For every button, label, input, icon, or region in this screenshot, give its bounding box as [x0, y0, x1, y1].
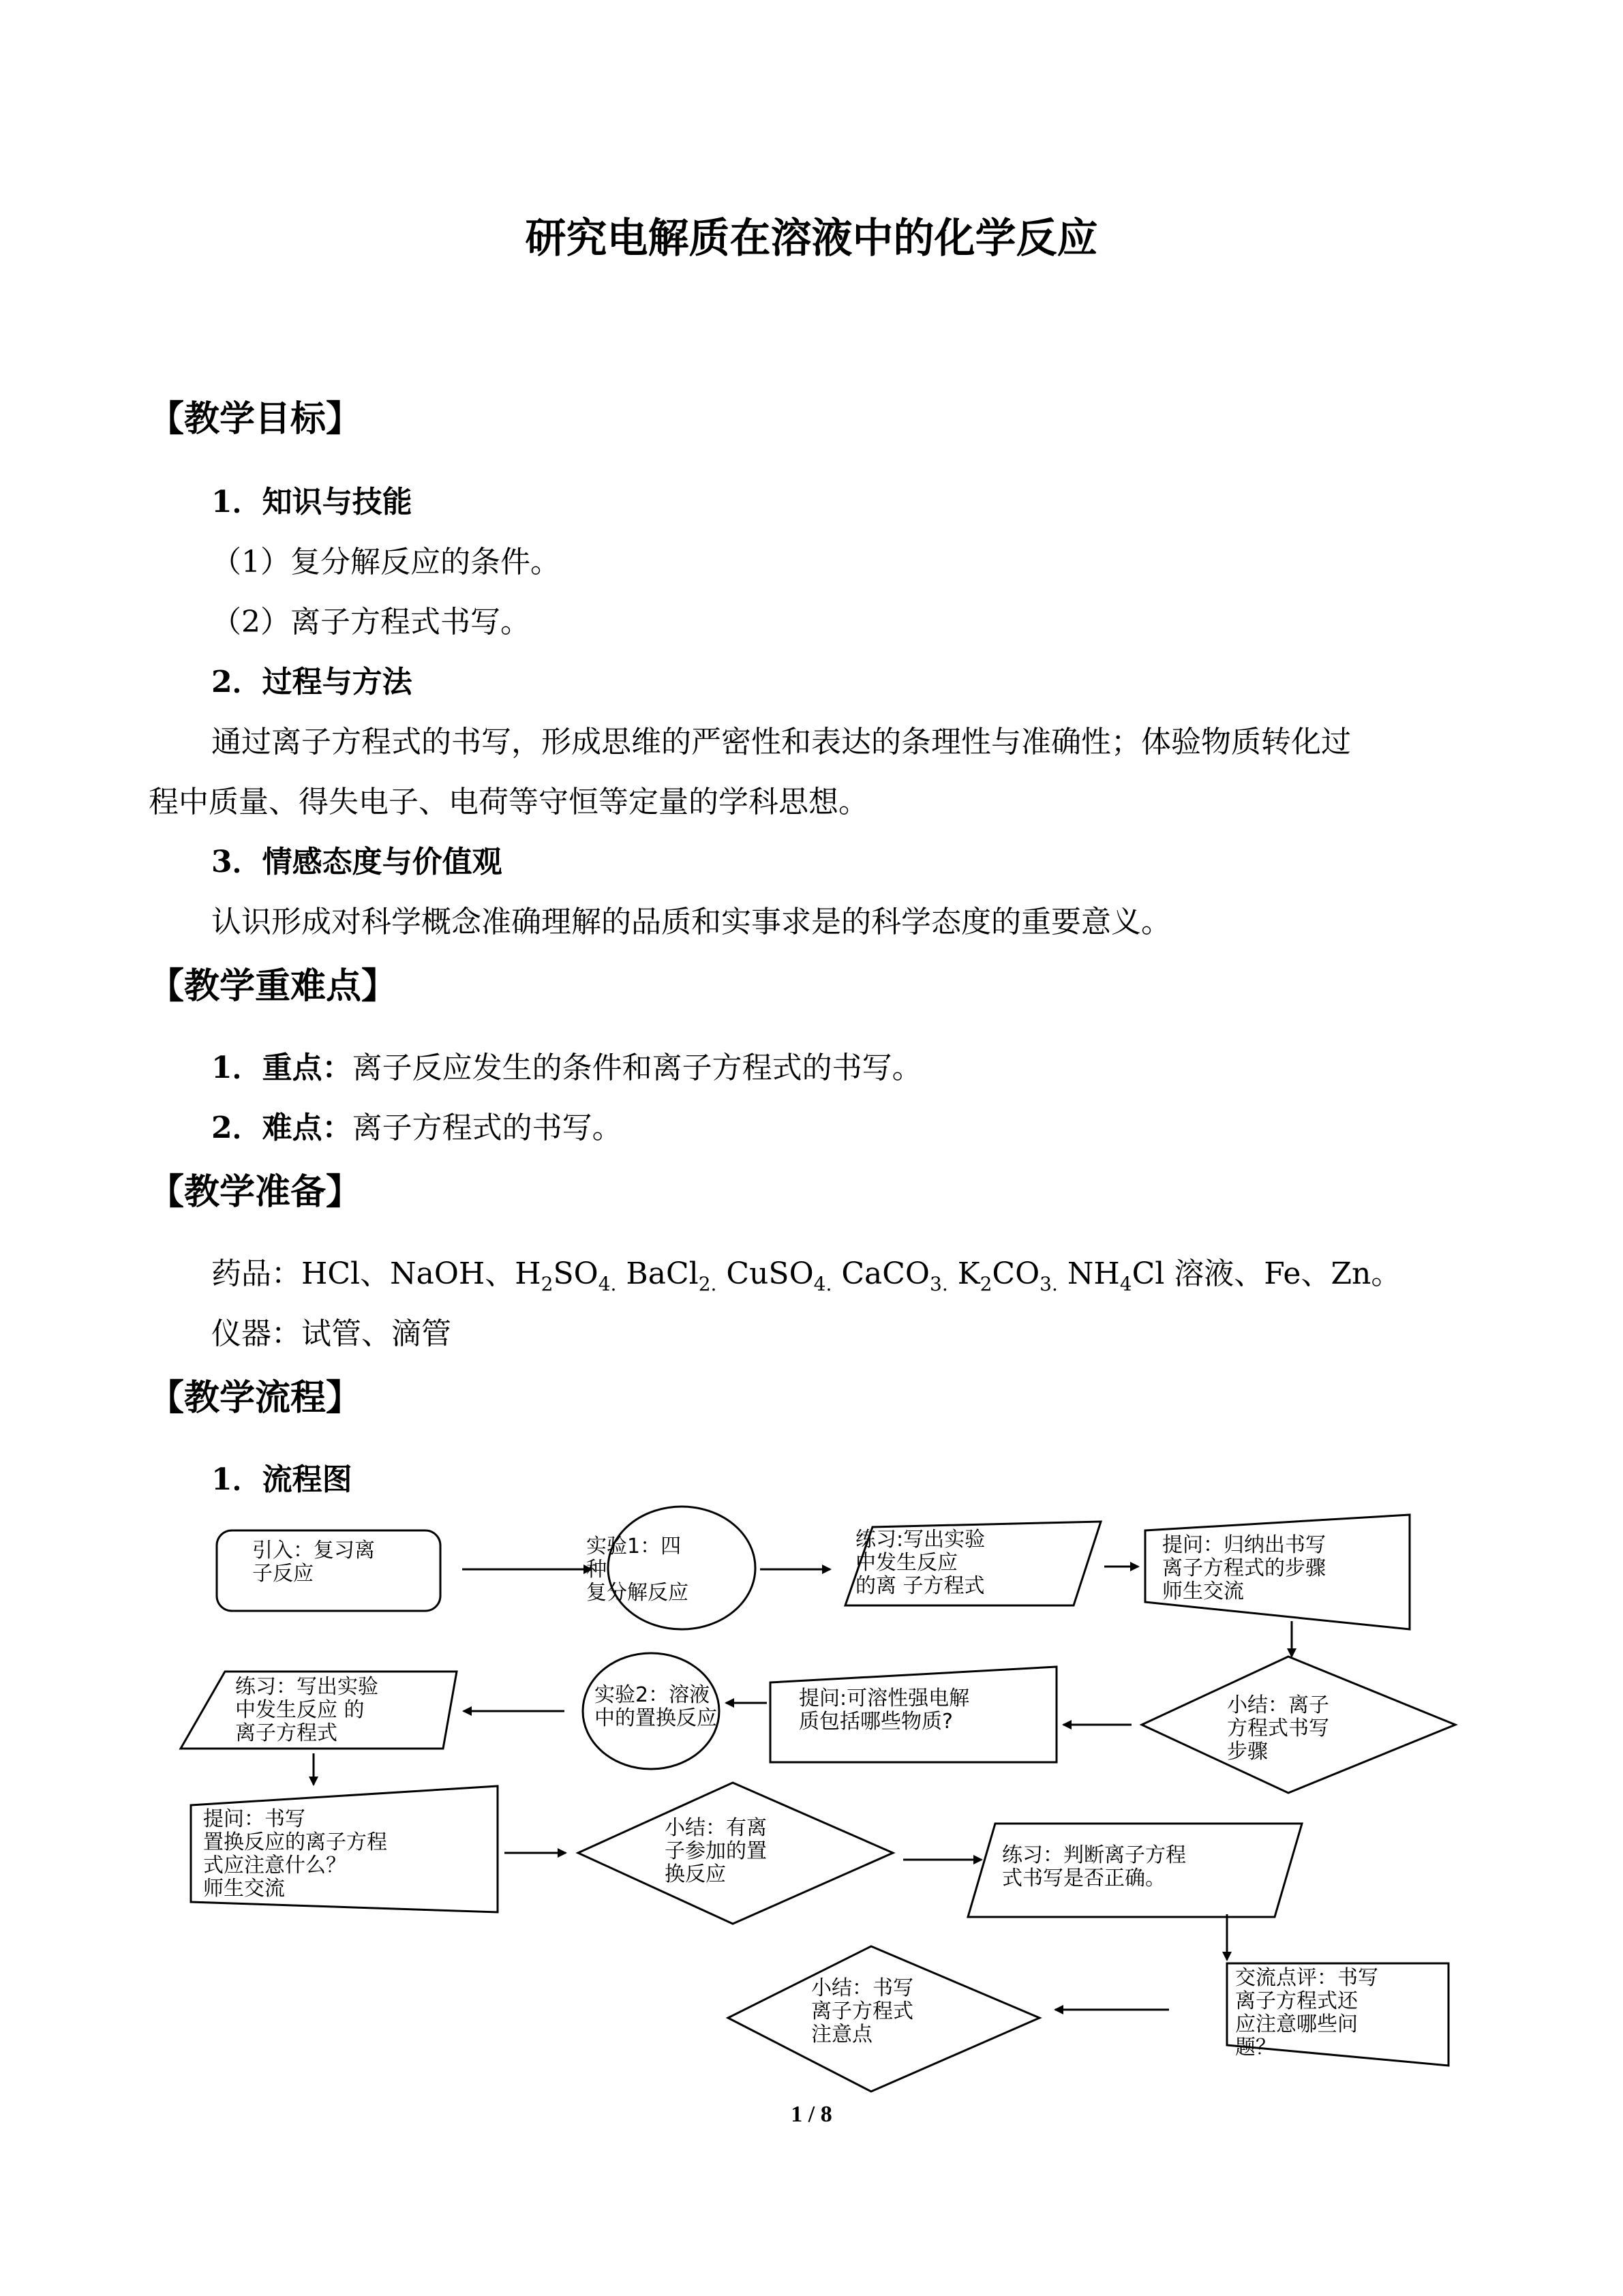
node-1-shape	[217, 1530, 440, 1611]
goal-1-item-2: （2）离子方程式书写。	[211, 605, 530, 639]
drugs-text: BaCl	[616, 1256, 699, 1291]
flow-1-num: 1．	[211, 1462, 262, 1497]
node-1-label: 引入：复习离 子反应	[252, 1539, 375, 1586]
section-heading-goals: 【教学目标】	[149, 398, 362, 440]
node-11-label: 练习：判断离子方程 式书写是否正确。	[1002, 1843, 1186, 1890]
drugs-text: CuSO	[716, 1256, 814, 1291]
drugs-text: CaCO	[832, 1256, 930, 1291]
key-point-2-num: 2．	[211, 1111, 262, 1145]
goal-1-heading	[211, 477, 412, 521]
prep-instruments: 仪器：试管、滴管	[211, 1316, 451, 1351]
node-2-shape	[608, 1507, 755, 1629]
node-6-label: 提问:可溶性强电解 质包括哪些物质?	[799, 1687, 970, 1734]
goal-2-text-a: 通过离子方程式的书写，形成思维的严密性和表达的条理性与准确性；体验物质转化过	[211, 725, 1351, 759]
node-12-label: 交流点评：书写 离子方程式还 应注意哪些问 题？	[1235, 1966, 1378, 2059]
node-5-shape	[1142, 1657, 1455, 1793]
key-point-1-num: 1．	[211, 1051, 262, 1085]
drugs-sub: 3.	[930, 1272, 948, 1295]
section-heading-key: 【教学重难点】	[149, 965, 397, 1007]
key-point-2	[211, 1103, 622, 1147]
node-10-shape	[578, 1783, 893, 1924]
page-title: 研究电解质在溶液中的化学反应	[525, 215, 1098, 262]
drugs-text: K	[947, 1256, 980, 1291]
node-4-shape	[1145, 1515, 1410, 1629]
prep-drugs	[211, 1249, 1401, 1295]
drugs-sub: 2	[541, 1272, 553, 1295]
goal-3-title: 情感态度与价值观	[262, 845, 502, 879]
goal-2-heading	[211, 657, 412, 701]
section-heading-prep: 【教学准备】	[149, 1171, 362, 1213]
node-7-label: 实验2：溶液 中的置换反应	[594, 1683, 717, 1730]
node-9-shape	[191, 1786, 498, 1912]
drugs-sub: 2	[980, 1272, 992, 1295]
node-9-label: 提问：书写 置换反应的离子方程 式应注意什么？ 师生交流	[203, 1807, 387, 1901]
node-13-label: 小结：书写 离子方程式 注意点	[811, 1976, 913, 2046]
key-point-1-label: 重点：	[262, 1051, 352, 1085]
goal-3-heading	[211, 837, 502, 881]
goal-2-text-b: 程中质量、得失电子、电荷等守恒等定量的学科思想。	[149, 785, 868, 819]
key-point-1-text: 离子反应发生的条件和离子方程式的书写。	[352, 1051, 922, 1085]
node-3-shape	[845, 1522, 1101, 1605]
node-2-label: 实验1：四 种 复分解反应	[586, 1535, 688, 1605]
drugs-text: NH	[1057, 1256, 1120, 1291]
node-8-label: 练习：写出实验 中发生反应 的 离子方程式	[235, 1675, 378, 1745]
drugs-text: CO	[992, 1256, 1040, 1291]
goal-1-title: 知识与技能	[262, 485, 412, 519]
drugs-sub: 4	[1119, 1272, 1132, 1295]
goal-3-num: 3．	[211, 845, 262, 879]
page-number: 1 / 8	[791, 2102, 832, 2127]
drugs-label: 药品：	[211, 1256, 301, 1291]
node-6-shape	[770, 1667, 1057, 1762]
goal-2-title: 过程与方法	[262, 665, 412, 699]
key-point-1	[211, 1043, 922, 1087]
goal-3-text: 认识形成对科学概念准确理解的品质和实事求是的科学态度的重要意义。	[211, 905, 1171, 939]
drugs-sub: 4.	[813, 1272, 832, 1295]
node-10-label: 小结：有离 子参加的置 换反应	[665, 1816, 767, 1886]
key-point-2-text: 离子方程式的书写。	[352, 1111, 622, 1145]
node-3-label: 练习:写出实验 中发生反应 的离 子方程式	[855, 1528, 986, 1598]
drugs-sub: 3.	[1040, 1272, 1058, 1295]
goal-1-num: 1．	[211, 485, 262, 519]
flow-1-heading	[211, 1455, 352, 1498]
section-heading-flow: 【教学流程】	[149, 1377, 362, 1419]
drugs-sub: 2.	[698, 1272, 717, 1295]
goal-2-num: 2．	[211, 665, 262, 699]
node-8-shape	[181, 1672, 457, 1749]
node-7-shape	[583, 1653, 719, 1769]
node-5-label: 小结：离子 方程式书写 步骤	[1227, 1693, 1329, 1764]
goal-1-item-1: （1）复分解反应的条件。	[211, 545, 560, 579]
drugs-text: Cl 溶液、Fe、Zn。	[1132, 1256, 1401, 1291]
drugs-sub: 4.	[598, 1272, 617, 1295]
node-12-shape	[1227, 1963, 1448, 2066]
node-4-label: 提问：归纳出书写 离子方程式的步骤 师生交流	[1162, 1533, 1326, 1603]
node-13-shape	[728, 1946, 1040, 2091]
drugs-text: SO	[553, 1256, 598, 1291]
drugs-text: HCl、NaOH、H	[301, 1256, 541, 1291]
node-11-shape	[968, 1824, 1302, 1917]
flow-1-title: 流程图	[262, 1462, 352, 1497]
key-point-2-label: 难点：	[262, 1111, 352, 1145]
